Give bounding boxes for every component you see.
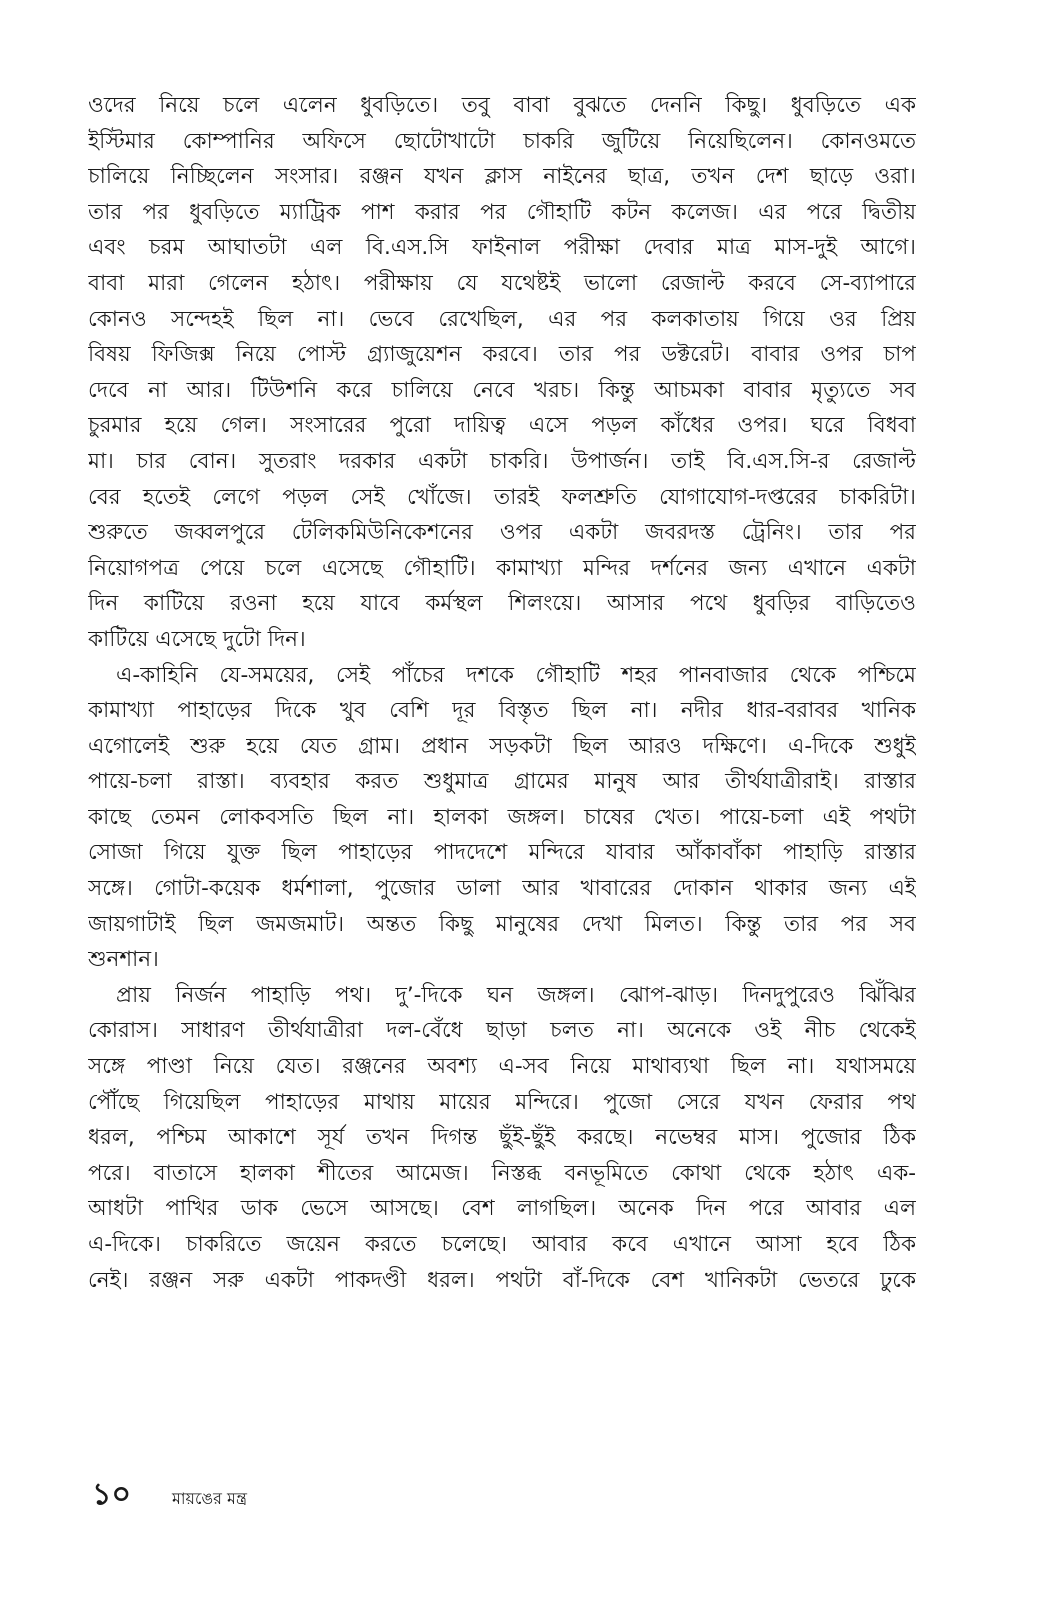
text-line: সোজা গিয়ে যুক্ত ছিল পাহাড়ের পাদদেশে মন্দিরে যাবার আঁকাবাঁকা পাহাড়ি রাস্তার xyxy=(88,840,916,866)
text-line: সঙ্গে পাণ্ডা নিয়ে যেত। রঞ্জনের অবশ্য এ-সব নিয়ে মাথাব্যথা ছিল না। যথাসময়ে xyxy=(88,1054,916,1080)
text-line: বাবা মারা গেলেন হঠাৎ। পরীক্ষায় যে যথেষ্টই ভালো রেজাল্ট করবে সে-ব্যাপারে xyxy=(88,270,916,296)
text-line: কোরাস। সাধারণ তীর্থযাত্রীরা দল-বেঁধে ছাড়া চলত না। অনেকে ওই নীচ থেকেই xyxy=(88,1018,916,1044)
text-line: পরে। বাতাসে হালকা শীতের আমেজ। নিস্তব্ধ বনভূমিতে কোথা থেকে হঠাৎ এক- xyxy=(88,1160,916,1186)
text-line: দিন কাটিয়ে রওনা হয়ে যাবে কর্মস্থল শিলংয়ে। আসার পথে ধুবড়ির বাড়িতেও xyxy=(88,591,916,617)
text-line: পায়ে-চলা রাস্তা। ব্যবহার করত শুধুমাত্র গ্রামের মানুষ আর তীর্থযাত্রীরাই। রাস্তার xyxy=(88,769,916,795)
text-line: ওদের নিয়ে চলে এলেন ধুবড়িতে। তবু বাবা বুঝতে দেননি কিছু। ধুবড়িতে এক xyxy=(88,93,916,118)
page-number: ১০ xyxy=(92,1477,131,1512)
text-line: তার পর ধুবড়িতে ম্যাট্রিক পাশ করার পর গৌহাটি কটন কলেজ। এর পরে দ্বিতীয় xyxy=(88,199,916,225)
text-line: এ-দিকে। চাকরিতে জয়েন করতে চলেছে। আবার কবে এখানে আসা হবে ঠিক xyxy=(88,1232,916,1257)
text-line: কোনও সন্দেহই ছিল না। ভেবে রেখেছিল, এর পর কলকাতায় গিয়ে ওর প্রিয় xyxy=(88,306,916,332)
text-line: শুনশান। xyxy=(88,947,159,973)
text-line: পৌঁছে গিয়েছিল পাহাড়ের মাথায় মায়ের মন্দিরে। পুজো সেরে যখন ফেরার পথ xyxy=(88,1089,916,1115)
text-line: কাছে তেমন লোকবসতি ছিল না। হালকা জঙ্গল। চাষের খেত। পায়ে-চলা এই পথটা xyxy=(88,804,916,830)
text-line: ধরল, পশ্চিম আকাশে সূর্য তখন দিগন্ত ছুঁই-ছুঁই করছে। নভেম্বর মাস। পুজোর ঠিক xyxy=(88,1125,916,1151)
page-body xyxy=(88,88,916,1298)
text-line: চালিয়ে নিচ্ছিলেন সংসার। রঞ্জন যখন ক্লাস নাইনের ছাত্র, তখন দেশ ছাড়ে ওরা। xyxy=(88,164,916,190)
paragraph xyxy=(88,978,916,1298)
paragraph xyxy=(88,88,916,658)
text-line: শুরুতে জব্বলপুরে টেলিকমিউনিকেশনের ওপর একটা জবরদস্ত ট্রেনিং। তার পর xyxy=(88,520,916,546)
text-line: আধটা পাখির ডাক ভেসে আসছে। বেশ লাগছিল। অনেক দিন পরে আবার এল xyxy=(88,1196,916,1222)
text-line: সঙ্গে। গোটা-কয়েক ধর্মশালা, পুজোর ডালা আর খাবারের দোকান থাকার জন্য এই xyxy=(88,876,916,902)
text-line: প্রায় নির্জন পাহাড়ি পথ। দু’-দিকে ঘন জঙ্গল। ঝোপ-ঝাড়। দিনদুপুরেও ঝিঁঝির xyxy=(116,982,916,1008)
text-line: ইস্টিমার কোম্পানির অফিসে ছোটোখাটো চাকরি জুটিয়ে নিয়েছিলেন। কোনওমতে xyxy=(88,128,916,154)
text-line: এ-কাহিনি যে-সময়ের, সেই পাঁচের দশকে গৌহাটি শহর পানবাজার থেকে পশ্চিমে xyxy=(116,662,916,688)
text-line: কামাখ্যা পাহাড়ের দিকে খুব বেশি দূর বিস্তৃত ছিল না। নদীর ধার-বরাবর খানিক xyxy=(88,698,916,724)
text-line: বের হতেই লেগে পড়ল সেই খোঁজে। তারই ফলশ্রুতি যোগাযোগ-দপ্তরের চাকরিটা। xyxy=(88,484,916,510)
text-line: এবং চরম আঘাতটা এল বি.এস.সি ফাইনাল পরীক্ষা দেবার মাত্র মাস-দুই আগে। xyxy=(88,235,916,261)
text-line: এগোলেই শুরু হয়ে যেত গ্রাম। প্রধান সড়কটা ছিল আরও দক্ষিণে। এ-দিকে শুধুই xyxy=(88,733,916,759)
text-line: জায়গাটাই ছিল জমজমাট। অন্তত কিছু মানুষের দেখা মিলত। কিন্তু তার পর সব xyxy=(88,911,916,937)
text-line: কাটিয়ে এসেছে দুটো দিন। xyxy=(88,626,306,652)
text-line: নেই। রঞ্জন সরু একটা পাকদণ্ডী ধরল। পথটা বাঁ-দিকে বেশ খানিকটা ভেতরে ঢুকে xyxy=(88,1267,916,1293)
text-line: নিয়োগপত্র পেয়ে চলে এসেছে গৌহাটি। কামাখ্যা মন্দির দর্শনের জন্য এখানে একটা xyxy=(88,555,916,581)
text-line: চুরমার হয়ে গেল। সংসারের পুরো দায়িত্ব এসে পড়ল কাঁধের ওপর। ঘরে বিধবা xyxy=(88,413,916,439)
text-line: বিষয় ফিজিক্স নিয়ে পোস্ট গ্র্যাজুয়েশন করবে। তার পর ডক্টরেট। বাবার ওপর চাপ xyxy=(88,342,916,368)
paragraph xyxy=(88,658,916,978)
page-footer xyxy=(92,1470,247,1521)
book-title: মায়ঙের মন্ত্র xyxy=(172,1489,247,1508)
text-line: দেবে না আর। টিউশনি করে চালিয়ে নেবে খরচ। কিন্তু আচমকা বাবার মৃত্যুতে সব xyxy=(88,377,916,403)
text-line: মা। চার বোন। সুতরাং দরকার একটা চাকরি। উপার্জন। তাই বি.এস.সি-র রেজাল্ট xyxy=(88,448,916,474)
